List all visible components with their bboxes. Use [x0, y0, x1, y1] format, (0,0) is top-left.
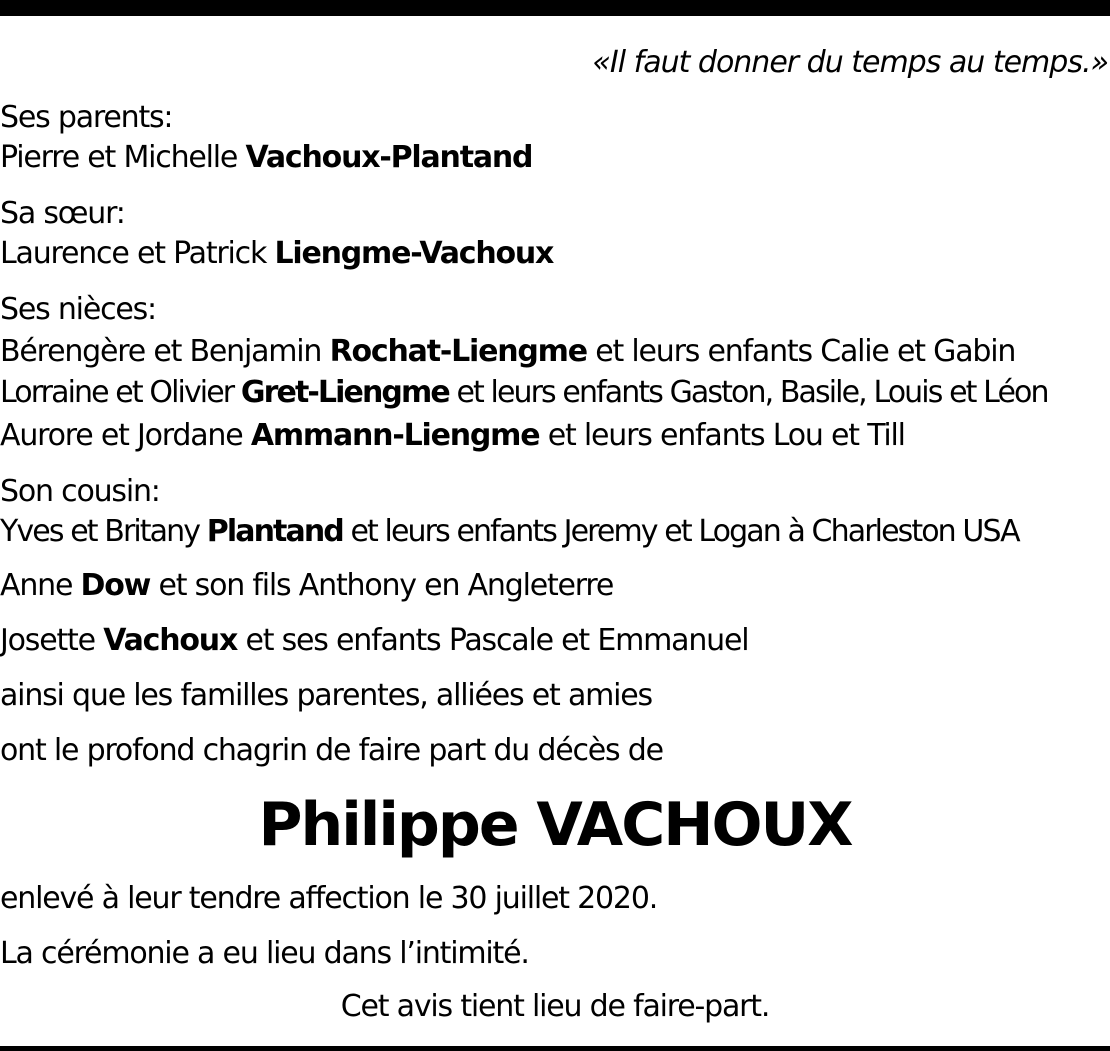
nieces-label: Ses nièces:: [0, 292, 156, 327]
cousin-label: Son cousin:: [0, 474, 160, 509]
niece-children: et leurs enfants Lou et Till: [539, 418, 905, 453]
relative-children: et ses enfants Pascale et Emmanuel: [237, 623, 749, 658]
top-border: [0, 0, 1110, 16]
niece-line: [0, 374, 1048, 412]
bottom-border: [0, 1046, 1110, 1051]
sister-line: [0, 235, 553, 273]
niece-surname: Ammann-Liengme: [250, 418, 540, 453]
parents-surname: Vachoux-Plantand: [245, 140, 533, 175]
relative-names: Anne: [0, 568, 81, 603]
announcement-line: ont le profond chagrin de faire part du décès de: [0, 733, 663, 768]
families-line: ainsi que les familles parentes, alliées et amies: [0, 678, 652, 713]
relative-names: Josette: [0, 623, 104, 658]
death-date-line: enlevé à leur tendre affection le 30 juillet 2020.: [0, 881, 658, 916]
niece-children: et leurs enfants Gaston, Basile, Louis et Léon: [448, 375, 1048, 410]
parents-names: Pierre et Michelle: [0, 140, 246, 175]
cousin-names: Yves et Britany: [0, 514, 207, 549]
parents-label: Ses parents:: [0, 100, 173, 135]
epigraph-quote: «Il faut donner du temps au temps.»: [592, 45, 1108, 80]
ceremony-line: La cérémonie a eu lieu dans l’intimité.: [0, 936, 529, 971]
cousin-children: et leurs enfants Jeremy et Logan à Charleston USA: [342, 514, 1019, 549]
closing-line: Cet avis tient lieu de faire-part.: [340, 989, 770, 1024]
niece-names: Bérengère et Benjamin: [0, 334, 330, 369]
niece-surname: Gret-Liengme: [240, 375, 449, 410]
cousin-surname: Plantand: [206, 514, 343, 549]
relative-children: et son fils Anthony en Angleterre: [150, 568, 614, 603]
cousin-line: [0, 513, 1019, 551]
deceased-name: Philippe VACHOUX: [258, 790, 852, 860]
niece-line: [0, 417, 905, 455]
niece-children: et leurs enfants Calie et Gabin: [586, 334, 1016, 369]
relative-line: [0, 567, 613, 605]
sister-label: Sa sœur:: [0, 196, 125, 231]
niece-names: Lorraine et Olivier: [0, 375, 241, 410]
niece-line: [0, 333, 1015, 371]
sister-surname: Liengme-Vachoux: [274, 236, 554, 271]
sister-names: Laurence et Patrick: [0, 236, 275, 271]
niece-names: Aurore et Jordane: [0, 418, 251, 453]
relative-surname: Vachoux: [103, 623, 238, 658]
parents-line: [0, 139, 532, 177]
relative-surname: Dow: [80, 568, 151, 603]
niece-surname: Rochat-Liengme: [329, 334, 587, 369]
relative-line: [0, 622, 748, 660]
